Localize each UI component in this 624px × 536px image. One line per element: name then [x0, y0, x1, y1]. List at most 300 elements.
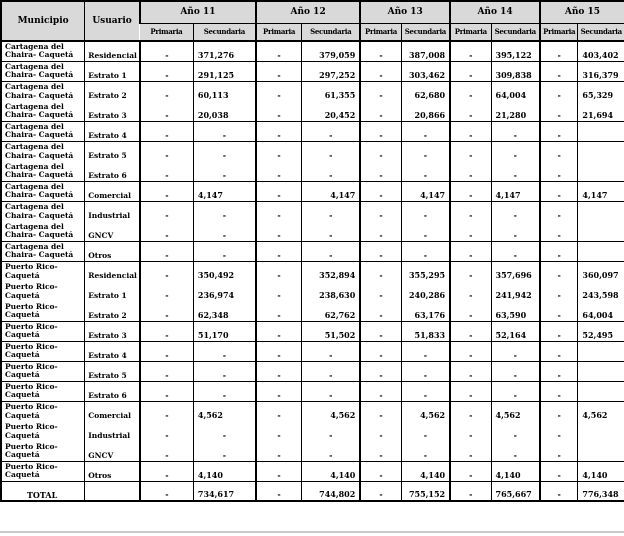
usuario-cell: Estrato 5 [85, 361, 140, 381]
municipio-cell: Puerto Rico- Caquetá [1, 361, 85, 381]
value-cell: 20,452 [302, 101, 361, 121]
value-cell: - [256, 261, 302, 281]
table-body [1, 41, 624, 501]
value-cell: - [302, 241, 361, 261]
value-cell: - [401, 241, 450, 261]
municipio-cell: Puerto Rico- Caquetá [5, 262, 58, 280]
municipio-cell: Puerto Rico- Caquetá [1, 301, 85, 321]
value-cell: - [540, 281, 578, 301]
value-cell: - [540, 461, 578, 481]
value-cell: - [140, 41, 193, 61]
municipio-cell: Cartagena del Chaira- Caquetá [1, 61, 85, 81]
municipio-cell: Cartagena del Chaira- Caquetá [5, 202, 74, 220]
value-cell: - [491, 201, 540, 221]
table-row [1, 441, 624, 461]
value-cell: - [193, 141, 256, 161]
subheader-secundaria: Secundaria [302, 23, 361, 41]
table-row [1, 181, 624, 201]
value-cell: - [450, 261, 491, 281]
value-cell: - [540, 101, 578, 121]
usuario-cell: Estrato 6 [85, 161, 140, 181]
subheader-primaria: Primaria [140, 23, 193, 41]
value-cell: - [450, 341, 491, 361]
value-cell: - [360, 181, 401, 201]
municipio-cell: Puerto Rico- Caquetá [1, 461, 85, 481]
header-row-years [1, 1, 624, 23]
total-row [1, 481, 624, 501]
subheader-secundaria: Secundaria [193, 23, 256, 41]
value-cell: - [302, 341, 361, 361]
value-cell: - [540, 301, 578, 321]
value-cell: - [256, 381, 302, 401]
table-header [1, 1, 624, 41]
municipio-cell: Puerto Rico- Caquetá [1, 321, 85, 341]
value-cell: 4,147 [401, 181, 450, 201]
value-cell: - [450, 321, 491, 341]
usuario-cell: Comercial [85, 181, 140, 201]
value-cell: - [140, 361, 193, 381]
value-cell: - [540, 421, 578, 441]
value-cell: - [140, 181, 193, 201]
value-cell: - [360, 261, 401, 281]
usuario-cell: Residencial [85, 41, 140, 61]
value-cell: 4,140 [491, 461, 540, 481]
value-cell [578, 341, 624, 361]
value-cell: - [302, 421, 361, 441]
subheader-secundaria: Secundaria [578, 23, 624, 41]
table-row [1, 461, 624, 481]
value-cell: - [256, 41, 302, 61]
table-row [1, 381, 624, 401]
value-cell: - [256, 201, 302, 221]
value-cell: - [302, 161, 361, 181]
value-cell: - [360, 221, 401, 241]
value-cell: 61,355 [302, 81, 361, 101]
value-cell: - [491, 381, 540, 401]
usuario-cell: Estrato 1 [85, 61, 140, 81]
value-cell: - [540, 141, 578, 161]
usuario-cell: Estrato 4 [85, 121, 140, 141]
table-row [1, 401, 624, 421]
value-cell: 355,295 [401, 261, 450, 281]
value-cell: 350,492 [193, 261, 256, 281]
table-row [1, 341, 624, 361]
usuario-cell: Estrato 4 [85, 341, 140, 361]
usuario-cell: Estrato 1 [85, 281, 140, 301]
value-cell: - [540, 161, 578, 181]
value-cell: 60,113 [193, 81, 256, 101]
value-cell: - [401, 221, 450, 241]
value-cell: - [540, 401, 578, 421]
value-cell: - [140, 301, 193, 321]
value-cell: - [450, 161, 491, 181]
value-cell: - [256, 441, 302, 461]
usuario-cell: Estrato 3 [85, 101, 140, 121]
value-cell: - [540, 241, 578, 261]
value-cell: 4,562 [302, 401, 361, 421]
value-cell: - [256, 241, 302, 261]
municipio-cell: Puerto Rico- Caquetá [5, 402, 58, 420]
value-cell: 755,152 [401, 481, 450, 501]
value-cell: 4,140 [193, 461, 256, 481]
value-cell: - [401, 161, 450, 181]
value-cell: - [540, 81, 578, 101]
value-cell: - [450, 301, 491, 321]
value-cell: - [450, 61, 491, 81]
value-cell: 776,348 [578, 481, 624, 501]
value-cell: - [450, 241, 491, 261]
value-cell: - [540, 121, 578, 141]
value-cell: - [256, 61, 302, 81]
table-row [1, 361, 624, 381]
value-cell: 238,630 [302, 281, 361, 301]
value-cell: - [140, 221, 193, 241]
value-cell: - [140, 421, 193, 441]
value-cell: 52,495 [578, 321, 624, 341]
value-cell: - [256, 461, 302, 481]
value-cell: 4,562 [578, 401, 624, 421]
value-cell: - [360, 321, 401, 341]
value-cell: - [450, 101, 491, 121]
value-cell: - [360, 201, 401, 221]
value-cell: - [450, 401, 491, 421]
value-cell: - [193, 161, 256, 181]
year-header-11: Año 11 [140, 1, 256, 23]
value-cell: - [540, 361, 578, 381]
value-cell: 4,140 [578, 461, 624, 481]
municipio-cell: Puerto Rico- Caquetá [1, 441, 85, 461]
value-cell: - [256, 281, 302, 301]
value-cell: - [193, 121, 256, 141]
municipio-cell: Puerto Rico- Caquetá [1, 381, 85, 401]
value-cell: - [256, 121, 302, 141]
municipio-cell: Cartagena del Chaira- Caquetá [1, 161, 85, 181]
value-cell: 291,125 [193, 61, 256, 81]
value-cell: - [256, 341, 302, 361]
value-cell: - [491, 441, 540, 461]
usuario-cell [85, 481, 140, 501]
value-cell: - [256, 101, 302, 121]
value-cell: - [491, 241, 540, 261]
value-cell: - [193, 441, 256, 461]
value-cell: - [140, 341, 193, 361]
value-cell: - [540, 61, 578, 81]
value-cell: 734,617 [193, 481, 256, 501]
value-cell: 51,833 [401, 321, 450, 341]
value-cell [578, 421, 624, 441]
value-cell: - [540, 341, 578, 361]
year-header-14: Año 14 [450, 1, 540, 23]
subheader-primaria: Primaria [256, 23, 302, 41]
table-row [1, 141, 624, 161]
value-cell: - [302, 361, 361, 381]
value-cell: - [360, 141, 401, 161]
value-cell: - [360, 421, 401, 441]
value-cell: - [540, 481, 578, 501]
value-cell: - [140, 261, 193, 281]
value-cell: 4,140 [401, 461, 450, 481]
value-cell: - [256, 81, 302, 101]
value-cell: - [140, 381, 193, 401]
table-row [1, 61, 624, 81]
value-cell: 51,170 [193, 321, 256, 341]
value-cell: 64,004 [578, 301, 624, 321]
year-header-13: Año 13 [360, 1, 450, 23]
value-cell: - [401, 341, 450, 361]
table-row [1, 81, 624, 101]
value-cell: - [540, 321, 578, 341]
municipio-cell: Cartagena del Chaira- Caquetá [5, 142, 74, 160]
value-cell: - [491, 361, 540, 381]
value-cell: 316,379 [578, 61, 624, 81]
value-cell: - [360, 41, 401, 61]
value-cell: - [360, 441, 401, 461]
value-cell: - [360, 241, 401, 261]
value-cell: - [401, 381, 450, 401]
value-cell: 64,004 [491, 81, 540, 101]
value-cell [578, 141, 624, 161]
value-cell: - [302, 201, 361, 221]
municipio-cell: Cartagena del Chaira- Caquetá [1, 181, 85, 201]
value-cell: - [491, 421, 540, 441]
value-cell: - [140, 241, 193, 261]
value-cell [578, 361, 624, 381]
value-cell: 387,008 [401, 41, 450, 61]
value-cell [578, 441, 624, 461]
value-cell: - [360, 301, 401, 321]
value-cell: - [256, 481, 302, 501]
value-cell: - [450, 41, 491, 61]
usuario-cell: Residencial [85, 261, 140, 281]
usuario-cell: Comercial [85, 401, 140, 421]
value-cell: - [450, 81, 491, 101]
municipio-cell: Puerto Rico- Caquetá [5, 422, 58, 440]
value-cell: - [540, 201, 578, 221]
value-cell: 4,562 [491, 401, 540, 421]
table-row [1, 161, 624, 181]
value-cell: 360,097 [578, 261, 624, 281]
value-cell: - [540, 181, 578, 201]
value-cell: - [256, 361, 302, 381]
value-cell: - [401, 361, 450, 381]
table-row [1, 221, 624, 241]
year-header-12: Año 12 [256, 1, 360, 23]
year-header-15: Año 15 [540, 1, 624, 23]
value-cell: - [302, 141, 361, 161]
value-cell: - [360, 81, 401, 101]
value-cell: 4,147 [491, 181, 540, 201]
value-cell: - [256, 141, 302, 161]
value-cell: - [302, 121, 361, 141]
value-cell: - [540, 221, 578, 241]
value-cell: - [360, 381, 401, 401]
value-cell: - [256, 421, 302, 441]
subheader-primaria: Primaria [360, 23, 401, 41]
value-cell: - [450, 361, 491, 381]
subheader-primaria: Primaria [540, 23, 578, 41]
value-cell: - [360, 361, 401, 381]
value-cell: - [491, 141, 540, 161]
table-row [1, 121, 624, 141]
value-cell: 379,059 [302, 41, 361, 61]
value-cell: - [450, 441, 491, 461]
value-cell: - [140, 121, 193, 141]
value-cell: 21,694 [578, 101, 624, 121]
table-row [1, 201, 624, 221]
value-cell: - [193, 221, 256, 241]
value-cell [578, 121, 624, 141]
value-cell: 52,164 [491, 321, 540, 341]
table-row [1, 241, 624, 261]
value-cell: - [401, 201, 450, 221]
value-cell: - [450, 461, 491, 481]
value-cell: 62,680 [401, 81, 450, 101]
municipio-cell: Puerto Rico- Caquetá [1, 341, 85, 361]
value-cell: - [140, 461, 193, 481]
value-cell: - [193, 201, 256, 221]
value-cell: 744,802 [302, 481, 361, 501]
value-cell: 765,667 [491, 481, 540, 501]
subheader-secundaria: Secundaria [401, 23, 450, 41]
value-cell: - [450, 121, 491, 141]
subheader-secundaria: Secundaria [491, 23, 540, 41]
municipio-cell: Cartagena del Chaira- Caquetá [1, 221, 85, 241]
value-cell: - [140, 441, 193, 461]
value-cell: - [360, 481, 401, 501]
value-cell: 241,942 [491, 281, 540, 301]
municipio-cell: Cartagena del Chaira- Caquetá [1, 241, 85, 261]
value-cell: - [360, 461, 401, 481]
value-cell: 352,894 [302, 261, 361, 281]
value-cell: - [256, 321, 302, 341]
value-cell: - [140, 321, 193, 341]
value-cell: 4,147 [302, 181, 361, 201]
value-cell: 4,147 [193, 181, 256, 201]
value-cell: - [360, 281, 401, 301]
value-cell: - [401, 141, 450, 161]
usuario-cell: Estrato 3 [85, 321, 140, 341]
value-cell: - [360, 161, 401, 181]
usuario-cell: GNCV [85, 221, 140, 241]
municipio-cell: Cartagena del Chaira- Caquetá [1, 41, 85, 61]
usuario-cell: Estrato 2 [85, 301, 140, 321]
value-cell: - [193, 381, 256, 401]
value-cell: - [401, 121, 450, 141]
usuario-cell: Estrato 6 [85, 381, 140, 401]
usuario-cell: Otros [85, 241, 140, 261]
value-cell: - [360, 401, 401, 421]
value-cell: - [140, 101, 193, 121]
table-row [1, 101, 624, 121]
value-cell: - [450, 201, 491, 221]
value-cell: - [401, 441, 450, 461]
value-cell: 51,502 [302, 321, 361, 341]
table-row [1, 281, 624, 301]
value-cell: - [540, 41, 578, 61]
value-cell [578, 221, 624, 241]
value-cell: - [450, 141, 491, 161]
value-cell [578, 241, 624, 261]
value-cell: - [491, 161, 540, 181]
value-cell: 20,866 [401, 101, 450, 121]
table-row [1, 301, 624, 321]
value-cell: - [491, 121, 540, 141]
value-cell: 63,176 [401, 301, 450, 321]
usuario-cell: Industrial [85, 421, 140, 441]
value-cell: - [140, 61, 193, 81]
value-cell: - [360, 121, 401, 141]
table-row [1, 261, 624, 281]
municipio-cell: Puerto Rico- Caquetá [5, 282, 58, 300]
value-cell: - [360, 341, 401, 361]
usuario-cell: Otros [85, 461, 140, 481]
value-cell: - [540, 381, 578, 401]
value-cell [578, 161, 624, 181]
value-cell: 236,974 [193, 281, 256, 301]
value-cell: 403,402 [578, 41, 624, 61]
value-cell: - [450, 221, 491, 241]
value-cell: - [491, 221, 540, 241]
table-row [1, 41, 624, 61]
value-cell: - [302, 381, 361, 401]
value-cell: - [360, 61, 401, 81]
value-cell: 4,147 [578, 181, 624, 201]
value-cell: 309,838 [491, 61, 540, 81]
value-cell: - [256, 161, 302, 181]
value-cell: - [491, 341, 540, 361]
value-cell: - [140, 81, 193, 101]
value-cell: 243,598 [578, 281, 624, 301]
usuario-cell: Industrial [85, 201, 140, 221]
value-cell: - [302, 221, 361, 241]
value-cell: - [193, 361, 256, 381]
value-cell: - [193, 241, 256, 261]
value-cell: - [193, 421, 256, 441]
value-cell [578, 201, 624, 221]
total-label-cell: TOTAL [1, 481, 85, 501]
value-cell: - [540, 261, 578, 281]
municipio-column-header: Municipio [1, 1, 85, 41]
value-cell: - [256, 221, 302, 241]
value-cell: - [450, 381, 491, 401]
table-row [1, 321, 624, 341]
bottom-divider [0, 531, 624, 533]
value-cell: - [401, 421, 450, 441]
value-cell: - [140, 281, 193, 301]
value-cell: - [540, 441, 578, 461]
value-cell: - [450, 181, 491, 201]
municipio-cell: Cartagena del Chaira- Caquetá [1, 101, 85, 121]
value-cell: 21,280 [491, 101, 540, 121]
value-cell: 20,038 [193, 101, 256, 121]
value-cell: 4,562 [401, 401, 450, 421]
value-cell: 303,462 [401, 61, 450, 81]
value-cell: 4,140 [302, 461, 361, 481]
municipio-cell: Cartagena del Chaira- Caquetá [5, 82, 74, 100]
value-cell: - [256, 181, 302, 201]
value-cell: - [140, 401, 193, 421]
value-cell: 62,348 [193, 301, 256, 321]
usuario-column-header: Usuario [85, 1, 140, 41]
value-cell: - [140, 161, 193, 181]
value-cell [578, 381, 624, 401]
usuario-cell: Estrato 2 [85, 81, 140, 101]
value-cell: 297,252 [302, 61, 361, 81]
table-row [1, 421, 624, 441]
value-cell: 357,696 [491, 261, 540, 281]
usuario-cell: GNCV [85, 441, 140, 461]
value-cell: - [302, 441, 361, 461]
